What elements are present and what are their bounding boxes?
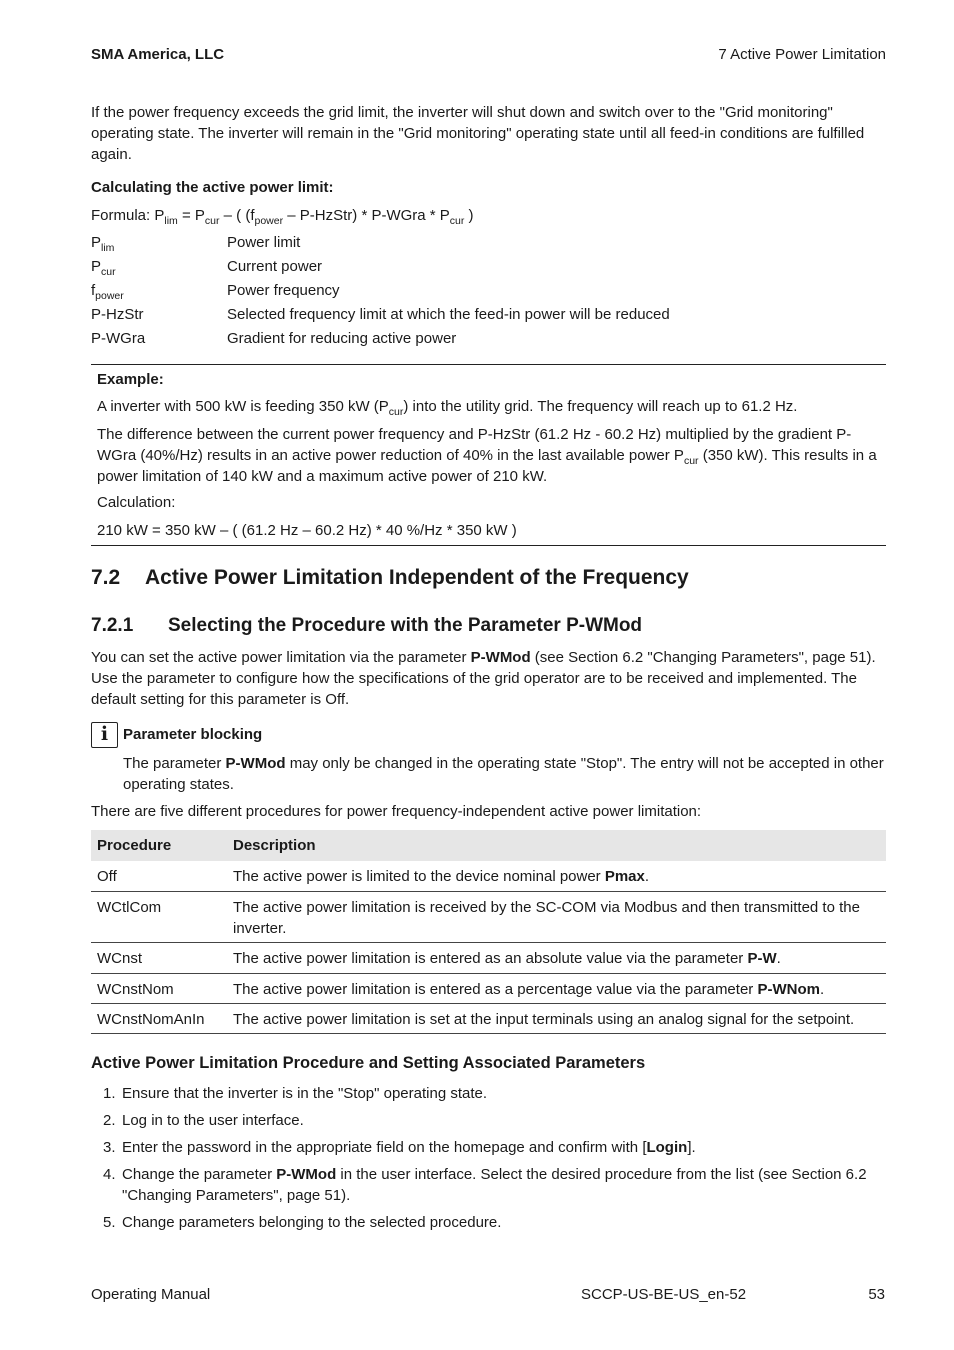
procedures-intro: There are five different procedures for power frequency-independent active power limitation:: [91, 803, 702, 820]
pwmod-paragraph: You can set the active power limitation via the parameter P-WMod (see Section 6.2 "Changing Parameters", page 51). Use the parameter to configure how the specifications of the grid operator are to be received and implemented. The default setting for this parameter is Off.: [91, 649, 876, 708]
list-item: 5. Change parameters belonging to the selected procedure.: [103, 1214, 502, 1231]
footer-manual-title: Operating Manual: [91, 1286, 211, 1303]
table-header-row: [91, 830, 886, 861]
table-row: WCnstNom The active power limitation is entered as a percentage value via the parameter P-WNom.: [91, 974, 886, 1004]
table-header-description: Description: [233, 837, 316, 854]
definition-term: $f_{power}$: [91, 282, 124, 302]
formula: Formula: $P_{lim} = P_{cur}$ – ( ($f_{power}$ – P-HzStr) * P-WGra * $P_{cur}$ ): [91, 207, 474, 227]
definition-term: P-HzStr: [91, 306, 144, 323]
example-title: Example:: [97, 371, 164, 388]
info-title: Parameter blocking: [123, 726, 263, 743]
list-item: 1. Ensure that the inverter is in the "Stop" operating state.: [103, 1085, 488, 1102]
footer-page-number: 53: [868, 1286, 885, 1303]
list-item: 4. Change the parameter P-WMod in the user interface. Select the desired procedure from the list (see Section 6.2 "Changing Parameters", page 51).: [103, 1166, 867, 1204]
definition-row: [91, 232, 886, 256]
procedure-table: [91, 830, 886, 1034]
header-company: SMA America, LLC: [91, 46, 225, 63]
definition-term: P-WGra: [91, 330, 146, 347]
list-item: 2. Log in to the user interface.: [103, 1112, 304, 1129]
table-row: WCnst The active power limitation is entered as an absolute value via the parameter P-W.: [91, 943, 886, 974]
info-icon: i: [91, 722, 118, 748]
section-heading-7-2: 7.2 Active Power Limitation Independent of the Frequency: [91, 566, 689, 589]
example-box: [91, 364, 886, 546]
example-calc-formula: 210 kW = 350 kW – ( (61.2 Hz – 60.2 Hz) * 40 %/Hz * 350 kW ): [97, 522, 517, 539]
intro-paragraph: If the power frequency exceeds the grid limit, the inverter will shut down and switch over to the "Grid monitoring" operating state. The inverter will remain in the "Grid monitoring" operating state until all feed-in conditions are fulfilled again.: [91, 104, 865, 163]
definition-desc: Current power: [227, 258, 323, 275]
table-row: WCnstNomAnIn The active power limitation is set at the input terminals using an analog signal for the setpoint.: [91, 1004, 886, 1034]
info-text: The parameter P-WMod may only be changed in the operating state "Stop". The entry will not be accepted in other operating states.: [123, 755, 884, 793]
definition-row: [91, 280, 886, 304]
calc-heading: Calculating the active power limit:: [91, 179, 334, 196]
example-calc-label: Calculation:: [97, 494, 176, 511]
example-line-1: A inverter with 500 kW is feeding 350 kW $(P_{cur})$ into the utility grid. The frequency will reach up to 61.2 Hz.: [97, 398, 798, 418]
definition-row: [91, 304, 886, 328]
header-chapter: 7 Active Power Limitation: [718, 46, 886, 63]
definition-desc: Power limit: [227, 234, 301, 251]
definition-desc: Selected frequency limit at which the feed-in power will be reduced: [227, 306, 670, 323]
list-item: 3. Enter the password in the appropriate field on the homepage and confirm with [Login].: [103, 1139, 696, 1156]
table-row: Off The active power is limited to the device nominal power Pmax.: [91, 861, 886, 892]
definition-desc: Power frequency: [227, 282, 340, 299]
example-line-2: The difference between the current power frequency and P-HzStr (61.2 Hz - 60.2 Hz) multiplied by the gradient P-WGra (40%/Hz) results in an active power reduction of 40% in the last available power $P_{cur}$ (350 kW). This results in a power limitation of 140 kW and a maximum active power of 210 kW.: [97, 426, 877, 485]
definition-row: [91, 328, 886, 352]
definition-term: $P_{lim}$: [91, 234, 115, 254]
table-header-procedure: Procedure: [97, 837, 172, 854]
table-row: WCtlCom The active power limitation is received by the SC-COM via Modbus and then transmitted to the inverter.: [91, 892, 886, 943]
procedure-heading: Active Power Limitation Procedure and Setting Associated Parameters: [91, 1054, 646, 1072]
definition-term: $P_{cur}$: [91, 258, 116, 278]
definition-desc: Gradient for reducing active power: [227, 330, 457, 347]
definition-row: [91, 256, 886, 280]
section-heading-7-2-1: 7.2.1 Selecting the Procedure with the Parameter P-WMod: [91, 615, 643, 636]
footer-doc-id: SCCP-US-BE-US_en-52: [581, 1286, 747, 1303]
